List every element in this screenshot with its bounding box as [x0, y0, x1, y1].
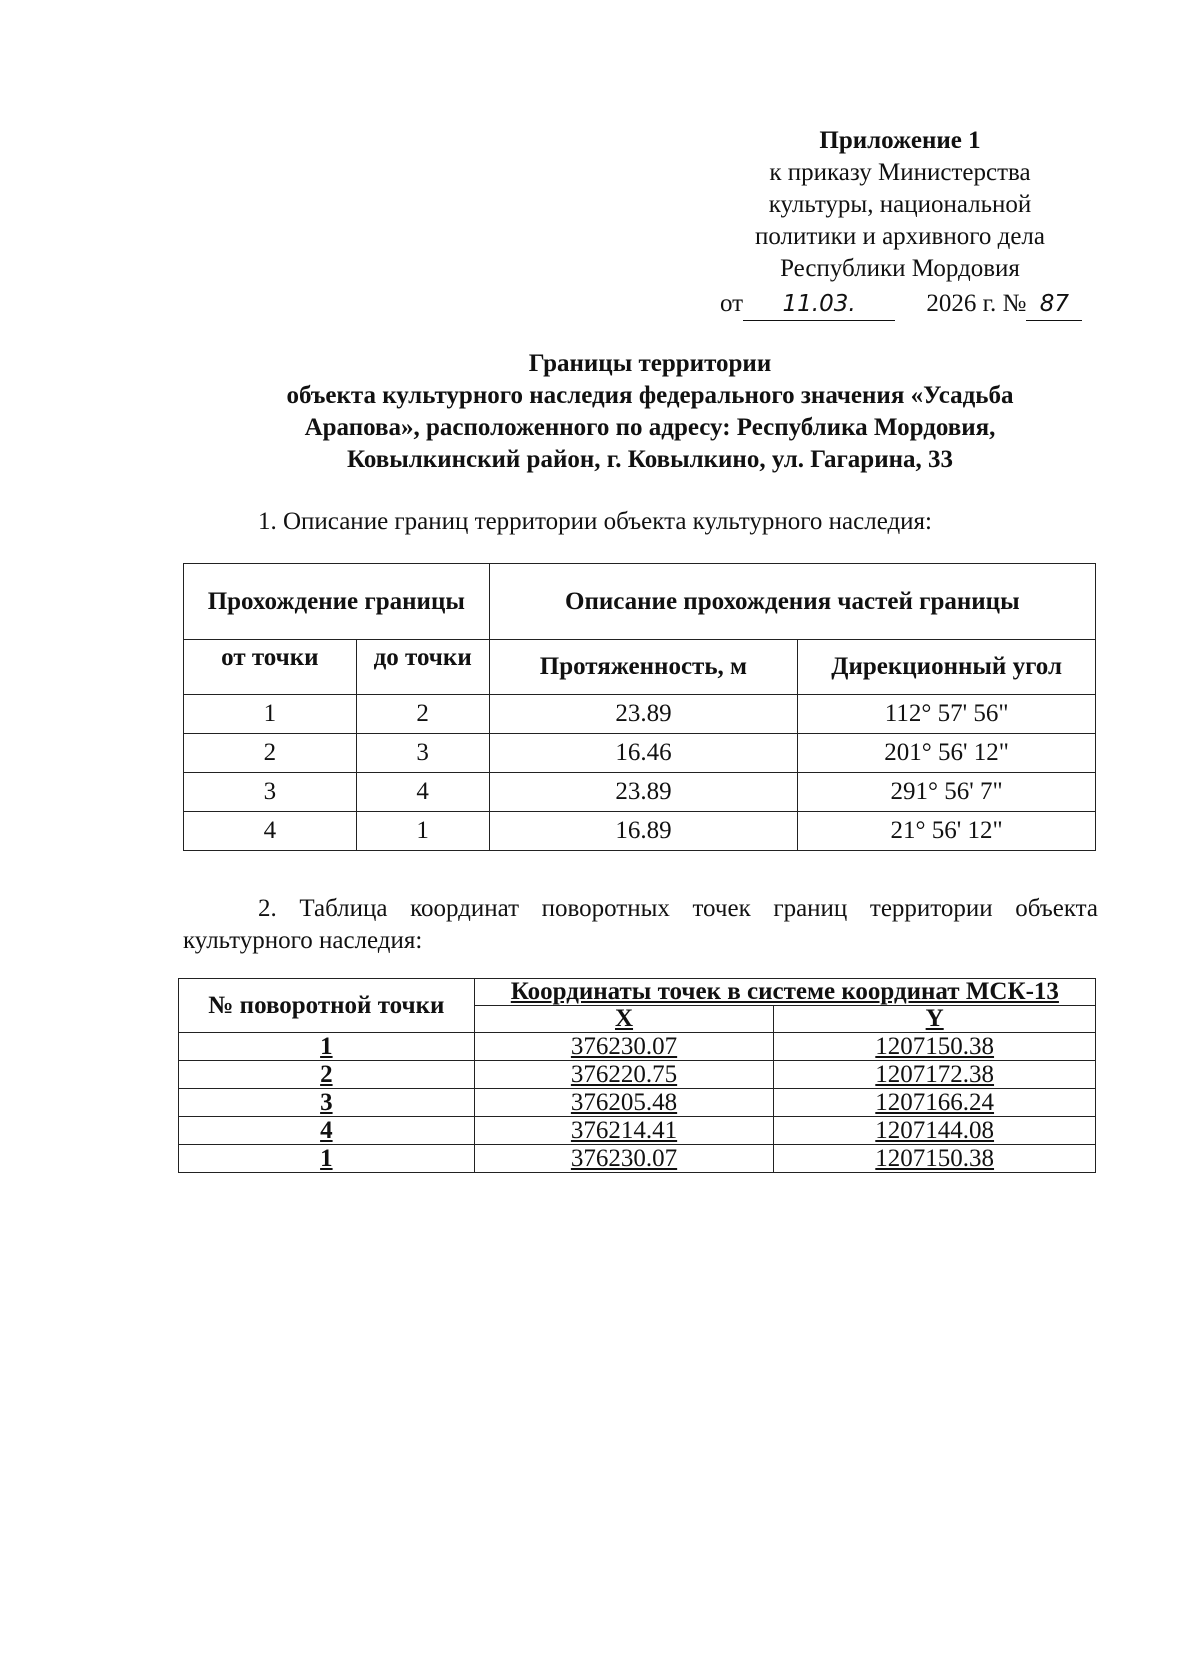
col-angle: Дирекционный угол [798, 640, 1096, 695]
appendix-title: Приложение 1 [819, 127, 981, 154]
title-line: Арапова», расположенного по адресу: Республика Мордовия, [304, 414, 996, 441]
cell-angle: 21° 56' 12" [798, 812, 1096, 851]
cell-x: 376230.07 [474, 1033, 774, 1061]
year-text: 2026 г. № [926, 290, 1027, 317]
cell-from: 2 [184, 734, 357, 773]
cell-point: 1 [179, 1033, 475, 1061]
cell-length: 23.89 [489, 773, 798, 812]
appendix-line: к приказу Министерства [769, 159, 1031, 186]
cell-y: 1207144.08 [774, 1117, 1096, 1145]
cell-point: 3 [179, 1089, 475, 1117]
cell-length: 23.89 [489, 695, 798, 734]
cell-from: 4 [184, 812, 357, 851]
col-point-number: № поворотной точки [179, 979, 475, 1033]
col-length: Протяженность, м [489, 640, 798, 695]
col-coordinates: Координаты точек в системе координат МСК-13 [474, 979, 1095, 1006]
cell-y: 1207172.38 [774, 1061, 1096, 1089]
date-prefix: от [720, 290, 744, 317]
appendix-line: Республики Мордовия [780, 255, 1020, 282]
table-row [179, 1117, 1096, 1145]
handwritten-number: 87 [1026, 288, 1082, 321]
cell-angle: 112° 57' 56" [798, 695, 1096, 734]
col-x: X [474, 1006, 774, 1033]
cell-y: 1207150.38 [774, 1145, 1096, 1173]
cell-y: 1207150.38 [774, 1033, 1096, 1061]
col-y: Y [774, 1006, 1096, 1033]
title-line: объекта культурного наследия федерального значения «Усадьба [286, 382, 1014, 409]
cell-x: 376205.48 [474, 1089, 774, 1117]
table-row [184, 695, 1096, 734]
cell-from: 1 [184, 695, 357, 734]
cell-x: 376220.75 [474, 1061, 774, 1089]
col-from-point: от точки [184, 640, 357, 695]
cell-angle: 291° 56' 7" [798, 773, 1096, 812]
cell-y: 1207166.24 [774, 1089, 1096, 1117]
coordinates-table [178, 978, 1096, 1173]
cell-angle: 201° 56' 12" [798, 734, 1096, 773]
cell-to: 4 [356, 773, 489, 812]
appendix-line: политики и архивного дела [754, 223, 1046, 250]
table-row [179, 1145, 1096, 1173]
appendix-line: культуры, национальной [768, 191, 1032, 218]
cell-point: 1 [179, 1145, 475, 1173]
section1-heading: 1. Описание границ территории объекта культурного наследия: [258, 508, 932, 535]
document-title [200, 348, 1100, 476]
table-row [179, 1061, 1096, 1089]
cell-length: 16.46 [489, 734, 798, 773]
cell-x: 376214.41 [474, 1117, 774, 1145]
table-row [179, 1089, 1096, 1117]
cell-point: 2 [179, 1061, 475, 1089]
cell-to: 2 [356, 695, 489, 734]
col-group-boundary: Прохождение границы [184, 564, 490, 640]
col-group-description: Описание прохождения частей границы [489, 564, 1095, 640]
order-date-line [720, 288, 1140, 321]
table-row [179, 1033, 1096, 1061]
handwritten-date: 11.03. [743, 288, 895, 321]
cell-to: 3 [356, 734, 489, 773]
table-row [184, 773, 1096, 812]
cell-from: 3 [184, 773, 357, 812]
cell-to: 1 [356, 812, 489, 851]
cell-length: 16.89 [489, 812, 798, 851]
table-row [184, 734, 1096, 773]
section2-heading: 2. Таблица координат поворотных точек границ территории объекта культурного наследия: [183, 895, 1098, 954]
title-line: Ковылкинский район, г. Ковылкино, ул. Гагарина, 33 [346, 446, 954, 473]
title-line: Границы территории [528, 350, 772, 377]
appendix-block [700, 125, 1100, 285]
cell-point: 4 [179, 1117, 475, 1145]
col-to-point: до точки [356, 640, 489, 695]
cell-x: 376230.07 [474, 1145, 774, 1173]
boundary-description-table [183, 563, 1096, 851]
table-row [184, 812, 1096, 851]
